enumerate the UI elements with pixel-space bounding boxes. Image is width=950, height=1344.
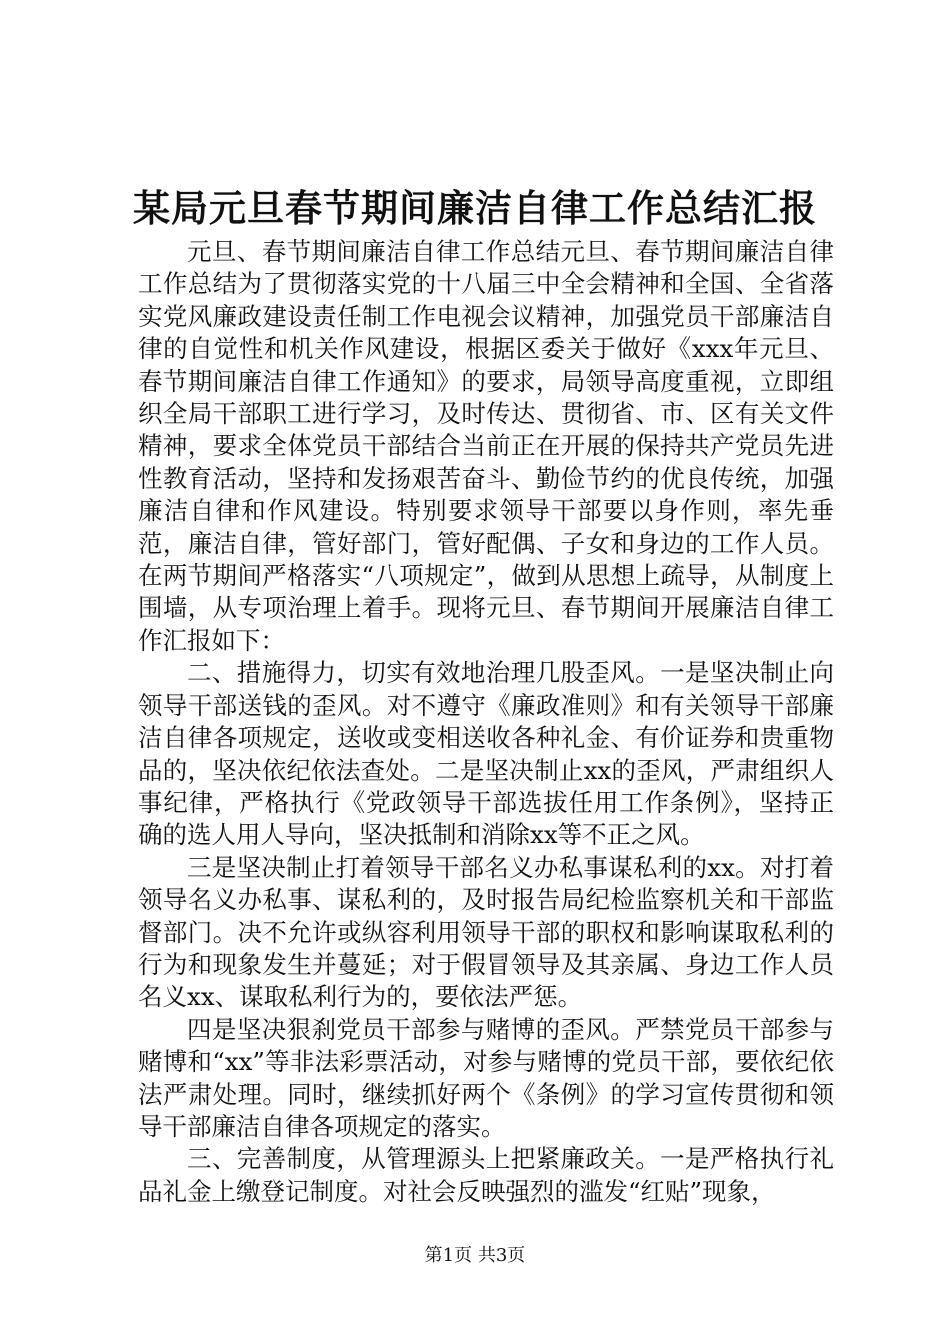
document-body — [138, 236, 834, 1208]
document-title: 某局元旦春节期间廉洁自律工作总结汇报 — [133, 186, 817, 230]
page-number-footer: 第1页 共3页 — [424, 1245, 526, 1266]
paragraph: 二、措施得力，切实有效地治理几股歪风。一是坚决制止向领导干部送钱的歪风。对不遵守《廉政准则》和有关领导干部廉洁自律各项规定，送收或变相送收各种礼金、有价证券和贵重物品的，坚决依纪依法查处。二是坚决制止xx的歪风，严肃组织人事纪律，严格执行《党政领导干部选拔任用工作条例》，坚持正确的选人用人导向，坚决抵制和消除xx等不正之风。 — [138, 658, 834, 850]
paragraph: 三是坚决制止打着领导干部名义办私事谋私利的xx。对打着领导名义办私事、谋私利的，及时报告局纪检监察机关和干部监督部门。决不允许或纵容利用领导干部的职权和影响谋取私利的行为和现象发生并蔓延；对于假冒领导及其亲属、身边工作人员名义xx、谋取私利行为的，要依法严惩。 — [138, 852, 834, 1012]
paragraph: 四是坚决狠刹党员干部参与赌博的歪风。严禁党员干部参与赌博和“xx”等非法彩票活动，对参与赌博的党员干部，要依纪依法严肃处理。同时，继续抓好两个《条例》的学习宣传贯彻和领导干部廉洁自律各项规定的落实。 — [138, 1014, 834, 1141]
paragraph: 三、完善制度，从管理源头上把紧廉政关。一是严格执行礼品礼金上缴登记制度。对社会反映强烈的滥发“红贴”现象， — [138, 1144, 834, 1206]
paragraph: 元旦、春节期间廉洁自律工作总结元旦、春节期间廉洁自律工作总结为了贯彻落实党的十八届三中全会精神和全国、全省落实党风廉政建设责任制工作电视会议精神，加强党员干部廉洁自律的自觉性和机关作风建设，根据区委关于做好《xxx年元旦、春节期间廉洁自律工作通知》的要求，局领导高度重视，立即组织全局干部职工进行学习，及时传达、贯彻省、市、区有关文件精神，要求全体党员干部结合当前正在开展的保持共产党员先进性教育活动，坚持和发扬艰苦奋斗、勤俭节约的优良传统，加强廉洁自律和作风建设。特别要求领导干部要以身作则，率先垂范，廉洁自律，管好部门，管好配偶、子女和身边的工作人员。在两节期间严格落实“八项规定”，做到从思想上疏导，从制度上围墙，从专项治理上着手。现将元旦、春节期间开展廉洁自律工作汇报如下： — [138, 237, 834, 655]
